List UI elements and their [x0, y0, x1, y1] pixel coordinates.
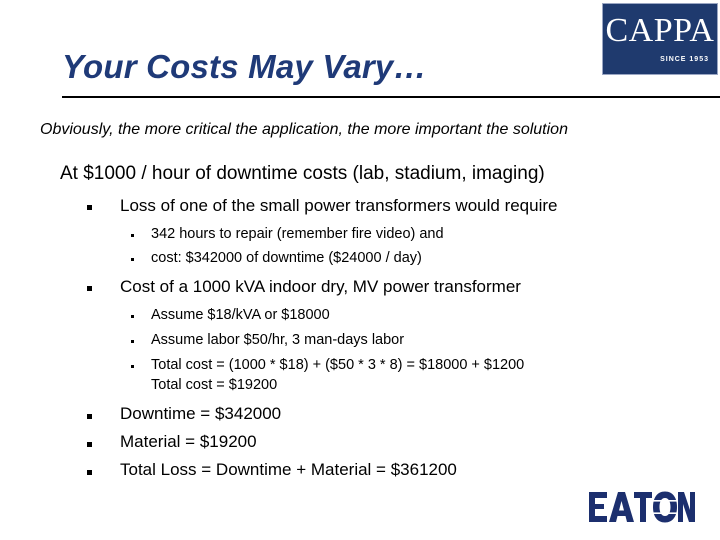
small-bullet-icon	[131, 258, 134, 261]
square-bullet-icon	[87, 286, 92, 291]
bullet-item: Material = $19200	[120, 432, 257, 451]
sub-bullet-item: cost: $342000 of downtime ($24000 / day)	[151, 250, 422, 266]
small-bullet-icon	[131, 365, 134, 368]
title-underline	[62, 96, 720, 98]
square-bullet-icon	[87, 442, 92, 447]
bullet-item: Loss of one of the small power transformers would require	[120, 196, 558, 215]
subtitle: Obviously, the more critical the application, the more important the solution	[40, 121, 568, 138]
sub-bullet-continuation: Total cost = $19200	[151, 377, 278, 393]
cappa-logo	[602, 3, 718, 75]
sub-bullet-item: Assume labor $50/hr, 3 man-days labor	[151, 332, 405, 348]
section-heading: At $1000 / hour of downtime costs (lab, stadium, imaging)	[60, 163, 545, 184]
square-bullet-icon	[87, 414, 92, 419]
bullet-item: Downtime = $342000	[120, 404, 282, 423]
sub-bullet-item: Assume $18/kVA or $18000	[151, 307, 330, 323]
cappa-logo-since: SINCE 1953	[660, 56, 709, 63]
bullet-item: Total Loss = Downtime + Material = $361200	[120, 460, 457, 479]
sub-bullet-item: Total cost = (1000 * $18) + ($50 * 3 * 8) = $18000 + $1200	[151, 357, 525, 373]
square-bullet-icon	[87, 470, 92, 475]
small-bullet-icon	[131, 234, 134, 237]
sub-bullet-item: 342 hours to repair (remember fire video) and	[151, 226, 444, 242]
cappa-logo-wordmark: CAPPA	[605, 12, 715, 49]
small-bullet-icon	[131, 340, 134, 343]
small-bullet-icon	[131, 315, 134, 318]
slide-title: Your Costs May Vary…	[62, 48, 427, 85]
bullet-item: Cost of a 1000 kVA indoor dry, MV power transformer	[120, 277, 521, 296]
square-bullet-icon	[87, 205, 92, 210]
eaton-logo	[589, 491, 695, 523]
